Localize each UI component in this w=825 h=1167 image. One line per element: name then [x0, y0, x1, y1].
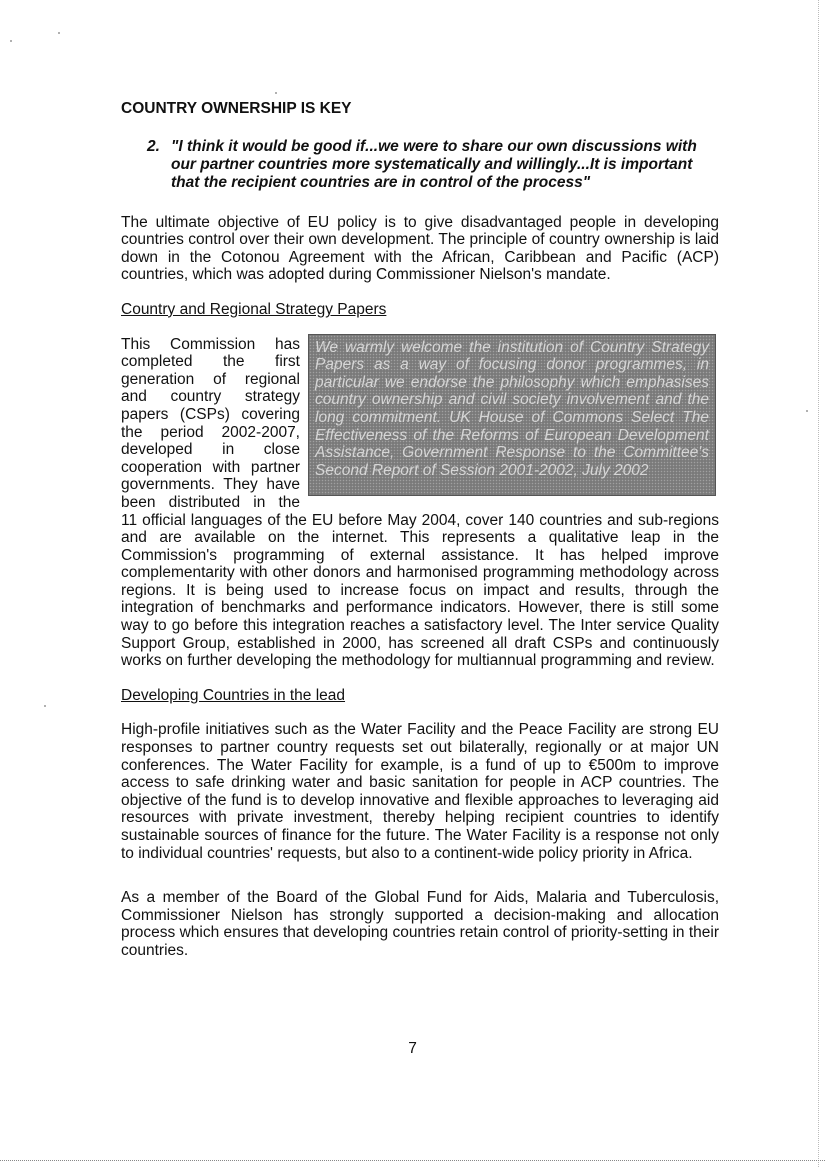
strategy-papers-block	[121, 336, 719, 512]
text-line: papers (CSPs) covering	[121, 405, 300, 423]
developing-countries-paragraph-1: High-profile initiatives such as the Water Facility and the Peace Facility are strong EU responses to partner country requests set out bilaterally, regionally or at major UN conferences. The Water Facility for example, is a fund of up to €500m to improve access to safe drinking water and basic sanitation for people in ACP countries. The objective of the fund is to develop innovative and flexible approaches to leveraging aid resources with private investment, thereby helping recipient countries to identify sustainable sources of finance for the future. The Water Facility is a response not only to individual countries' requests, but also to a continent-wide policy priority in Africa.	[121, 721, 719, 862]
quote-line: our partner countries more systematically and willingly...It is important	[171, 155, 693, 173]
page-number: 7	[408, 1040, 417, 1057]
scan-speck	[806, 410, 808, 412]
scan-speck	[58, 32, 60, 34]
scan-speck	[44, 705, 46, 707]
text-line: completed the first	[121, 353, 300, 371]
strategy-papers-left-column	[121, 336, 300, 512]
text-line: This Commission has	[121, 335, 300, 353]
shaded-quote-box: We warmly welcome the institution of Country Strategy Papers as a way of focusing donor programmes, in particular we endorse the philosophy which emphasises country ownership and civil society involvement and the long commitment. UK House of Commons Select The Effectiveness of the Reforms of European Development Assistance, Government Response to the Committee's Second Report of Session 2001-2002, July 2002	[308, 334, 716, 496]
quote-line: that the recipient countries are in control of the process"	[171, 173, 591, 191]
scan-speck	[10, 40, 12, 42]
text-line: cooperation with partner	[121, 458, 300, 476]
text-line: been distributed in the	[121, 493, 300, 511]
text-line: and country strategy	[121, 388, 300, 406]
scan-speck	[275, 92, 277, 94]
text-line: generation of regional	[121, 370, 300, 388]
section-title-strategy-papers: Country and Regional Strategy Papers	[121, 300, 387, 318]
scan-edge-right	[818, 0, 819, 1167]
section-heading: COUNTRY OWNERSHIP IS KEY	[121, 100, 352, 117]
text-line: the period 2002-2007,	[121, 423, 300, 441]
quote-number: 2.	[147, 137, 160, 155]
text-line: governments. They have	[121, 476, 300, 494]
document-body	[121, 100, 719, 977]
text-line: developed in close	[121, 441, 300, 459]
scan-edge-bottom	[0, 1160, 825, 1161]
quote-line: "I think it would be good if...we were to share our own discussions with	[171, 137, 697, 155]
strategy-papers-continuation: 11 official languages of the EU before May 2004, cover 140 countries and sub-regions and are available on the internet. This represents a qualitative leap in the Commission's programming of external assistance. It has helped improve complementarity with other donors and harmonised programming methodology across regions. It is being used to increase focus on impact and results, through the integration of benchmarks and performance indicators. However, there is still some way to go before this integration reaches a satisfactory level. The Inter service Quality Support Group, established in 2000, has screened all draft CSPs and continuously works on further developing the methodology for multiannual programming and review.	[121, 511, 719, 670]
numbered-quote	[121, 138, 719, 192]
developing-countries-paragraph-2: As a member of the Board of the Global Fund for Aids, Malaria and Tuberculosis, Commissioner Nielson has strongly supported a decision-making and allocation process which ensures that developing countries retain control of priority-setting in their countries.	[121, 889, 719, 959]
intro-paragraph: The ultimate objective of EU policy is to give disadvantaged people in developing countries control over their own development. The principle of country ownership is laid down in the Cotonou Agreement with the African, Caribbean and Pacific (ACP) countries, which was adopted during Commissioner Nielson's mandate.	[121, 213, 719, 284]
section-title-developing-countries: Developing Countries in the lead	[121, 686, 346, 704]
